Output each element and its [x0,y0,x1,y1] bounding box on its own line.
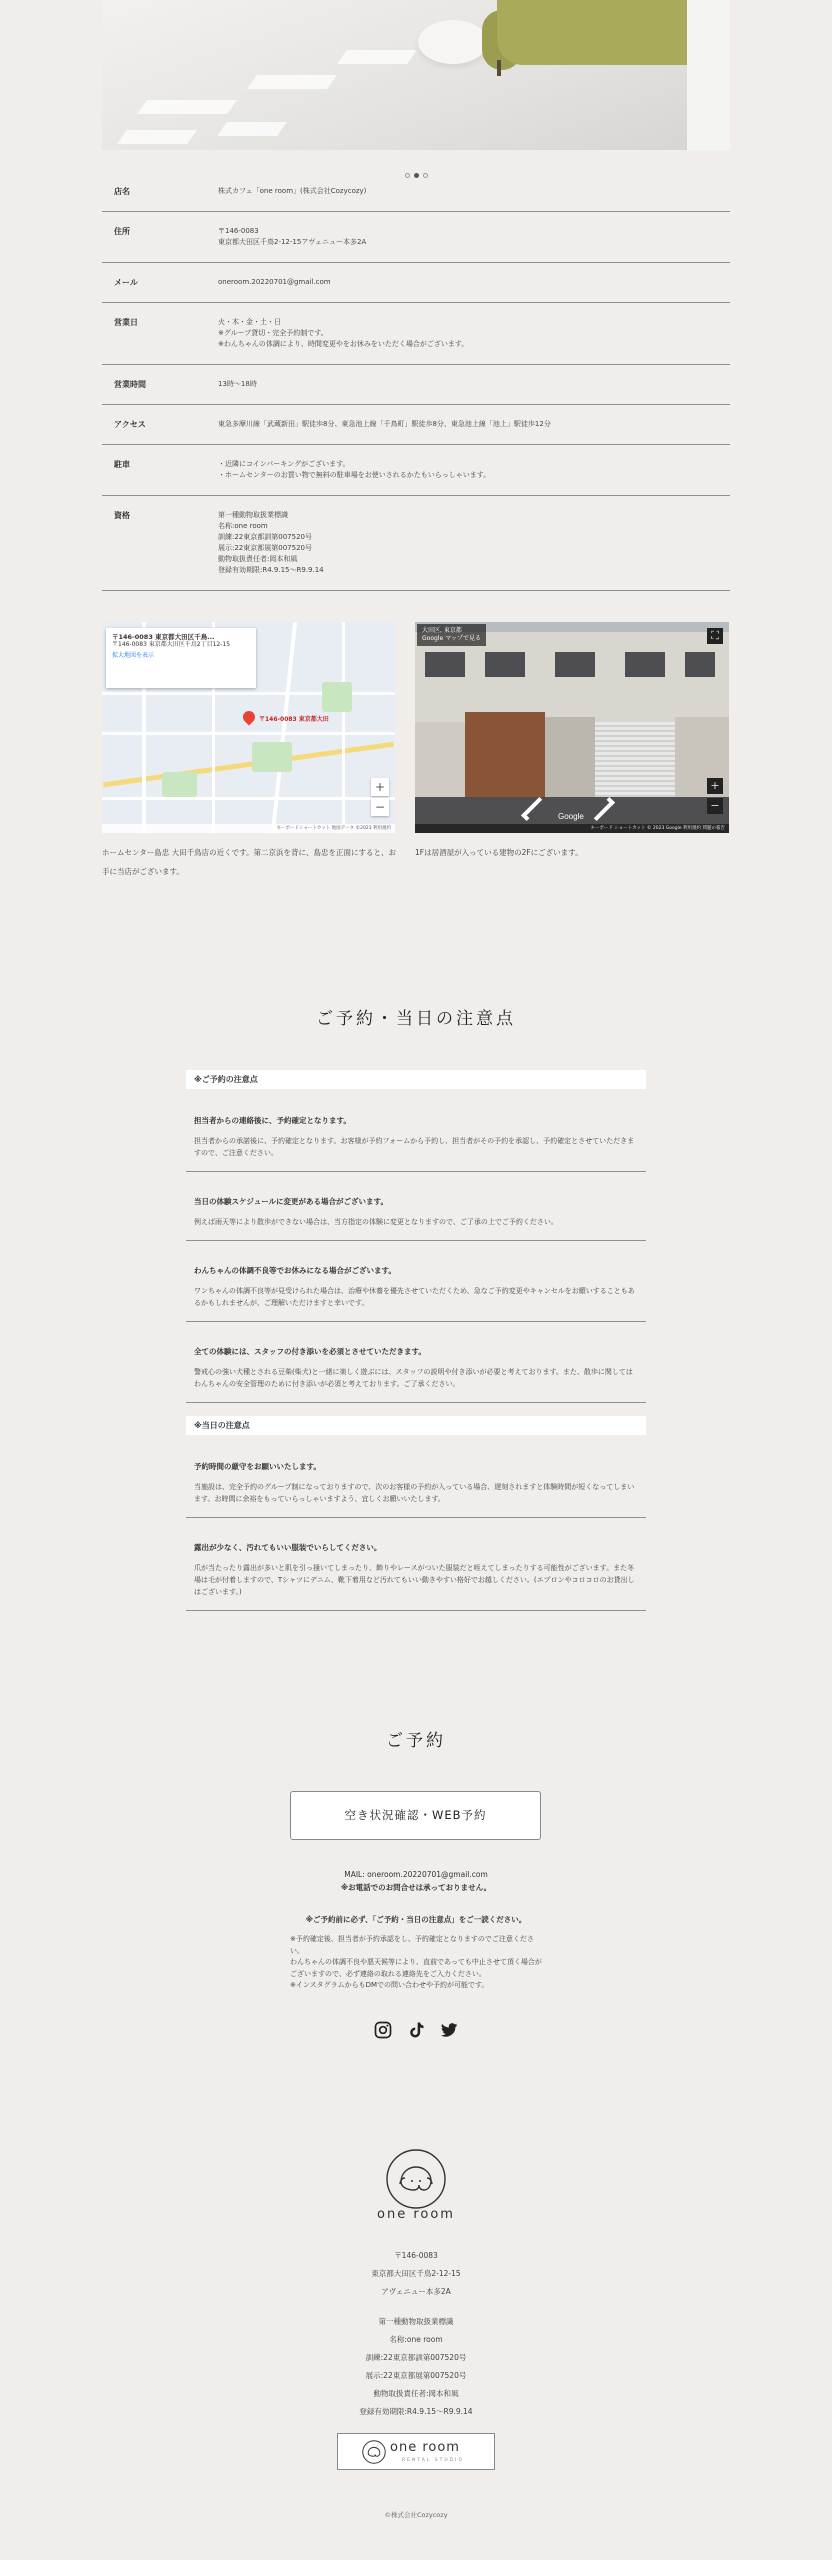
notes-section-title: ご予約・当日の注意点 [316,1009,516,1029]
reservation-notes [186,1070,646,1403]
street-view-header [417,624,486,646]
reservation-body [290,1934,544,1992]
note-body: ワンちゃんの体調不良等が見受けられた場合は、治療や休養を優先させていただくため、急なご予約変更やキャンセルをお願いすることもあるかもしれませんが、ご理解いただけますと幸いです。 [194,1287,635,1307]
note-title: 露出が少なく、汚れてもいい服装でいらしてください。 [194,1543,382,1552]
footer-license-line: 展示:22東京都展第007520号 [365,2371,467,2380]
note-title: 全ての体験には、スタッフの付き添いを必須とさせていただきます。 [194,1347,426,1356]
google-map-embed[interactable] [102,622,395,833]
footer-license-line: 第一種動物取扱業標識 [378,2317,454,2326]
banner-title: one room [390,2440,460,2455]
footer-address-line: 東京都大田区千鳥2-12-15 [371,2269,461,2278]
footer-address-line: アヴェニュー本多2A [381,2287,451,2296]
info-row [102,212,730,263]
notes-subheading: ※ご予約の注意点 [186,1070,646,1089]
info-value: 株式カフェ「one room」(株式会社Cozycozy) [218,187,367,195]
street-view-location: 大田区, 東京都 [422,627,462,634]
reservation-body-line: ※予約確定後、担当者が予約承認をし、予約確定となりますのでご注意ください。 [290,1935,534,1955]
note-item [186,1089,646,1172]
info-value: 登録有効期限:R4.9.15〜R9.9.14 [218,566,324,574]
zoom-out-button[interactable]: − [707,798,723,814]
note-item [186,1172,646,1241]
notes-subheading: ※当日の注意点 [186,1416,646,1435]
info-row [102,263,730,303]
info-label: 店名 [114,187,130,196]
note-item [186,1435,646,1518]
info-value: ※グループ貸切・完全予約制です。 [218,329,328,337]
note-item [186,1518,646,1611]
note-body: 警戒心の強い犬種とされる豆柴(柴犬)と一緒に楽しく遊ぶには、スタッフの説明や付き添いが必要と考えております。また、散歩に関してはわんちゃんの安全管理のために付き添いが必須と考えております。ご了承ください。 [194,1368,633,1388]
info-row [102,303,730,365]
one-room-logo-icon [362,2440,386,2464]
shop-info-table [102,176,730,591]
info-value: 動物取扱責任者:岡本和風 [218,555,298,563]
note-item [186,1241,646,1322]
info-row [102,365,730,405]
info-row [102,496,730,591]
fullscreen-icon[interactable]: ⛶ [707,628,723,644]
street-view-footer: キーボード ショートカット © 2023 Google 利用規約 問題の報告 [415,824,729,833]
instagram-icon[interactable] [373,2020,393,2040]
info-label: アクセス [114,420,146,429]
note-body: 爪が当たったり露出が多いと肌を引っ掻いてしまったり、飾りやレースがついた服装だと咥えてしまったりする可能性がございます。また冬場は毛が付着しますので、Tシャツにデニム、靴下着用など汚れてもいい動きやすい格好でお越しください。(エプロンやコロコロのお貸出しはございます。) [194,1564,635,1596]
info-value: 名称:one room [218,522,268,530]
zoom-in-button[interactable]: + [707,778,723,794]
map-caption: ホームセンター島忠 大田千鳥店の近くです。第二京浜を背に、島忠を正面にすると、お手に当店がございます。 [102,848,396,876]
map-pin-icon [241,709,258,726]
note-title: 予約時間の厳守をお願いいたします。 [194,1462,321,1471]
note-body: 担当者からの承諾後に、予約確定となります。お客様が予約フォームから予約し、担当者がその予約を承認し、予約確定とさせていただきますので、ご注意ください。 [194,1137,635,1157]
info-row [102,405,730,445]
info-value: 第一種動物取扱業標識 [218,511,288,519]
banner-subtitle: RENTAL STUDIO [402,2458,464,2463]
footer-license-line: 訓練:22東京都訓第007520号 [365,2353,467,2362]
info-label: 住所 [114,227,130,236]
google-logo: Google [558,812,584,821]
info-value: 訓練:22東京都訓第007520号 [218,533,312,541]
copyright: ©株式会社Cozycozy [384,2511,448,2519]
note-body: 当施設は、完全予約のグループ制になっておりますので、次のお客様の予約が入っている場合、遅刻されますと体験時間が短くなってしまいます。お時間に余裕をもっていらっしゃいますよう、宜しくお願いいたします。 [194,1483,635,1503]
info-value: ※わんちゃんの体調により、時間変更やをお休みをいただく場合がございます。 [218,340,469,348]
info-value: 〒146-0083 [218,227,259,235]
footer-brand: one room [377,2207,455,2222]
day-notes [186,1416,646,1611]
note-title: 担当者からの連絡後に、予約確定となります。 [194,1116,351,1125]
map-card-address: 〒146-0083 東京都大田区千鳥2丁目12-15 [112,641,231,648]
note-body: 例えば雨天等により散歩ができない場合は、当方指定の体験に変更となりますので、ご了承の上でご予約ください。 [194,1218,558,1226]
info-row [102,445,730,496]
info-label: 駐車 [114,460,130,469]
map-footer: キーボードショートカット 地図データ ©2023 利用規約 [102,824,395,833]
note-title: わんちゃんの体調不良等でお休みになる場合がございます。 [194,1266,396,1275]
note-title: 当日の体験スケジュールに変更がある場合がございます。 [194,1197,388,1206]
street-view-embed[interactable] [415,622,729,833]
twitter-icon[interactable] [439,2020,459,2040]
footer-license-line: 動物取扱責任者:岡本和風 [373,2389,459,2398]
map-enlarge-link[interactable]: 拡大地図を表示 [112,652,155,659]
web-reservation-button[interactable]: 空き状況確認・WEB予約 [290,1791,541,1840]
reservation-title: ご予約 [386,1731,446,1751]
info-value: ・ホームセンターのお買い物で無料の駐車場をお使いされるかたもいらっしゃいます。 [218,471,491,479]
hero-image [102,0,730,150]
footer-license-line: 名称:one room [389,2335,443,2344]
street-view-link[interactable]: Google マップで見る [422,635,482,642]
info-value: ・近隣にコインパーキングがございます。 [218,460,350,468]
reservation-body-line: わんちゃんの体調不良や悪天候等により、直前であっても中止させて頂く場合がございますので、必ず連絡の取れる連絡先をご入力ください。 [290,1958,542,1978]
zoom-out-button[interactable]: − [371,798,389,816]
info-label: メール [114,278,138,287]
info-label: 資格 [114,511,130,520]
map-pin-label: 〒146-0083 東京都大田 [259,716,329,723]
footer-license-line: 登録有効期限:R4.9.15〜R9.9.14 [359,2407,473,2416]
phone-note: ※お電話でのお問合せは承っておりません。 [340,1883,492,1892]
rental-studio-banner[interactable] [337,2433,495,2470]
note-item [186,1322,646,1403]
info-label: 営業時間 [114,380,146,389]
one-room-logo-icon [385,2148,447,2210]
info-value: 火・木・金・土・日 [218,318,281,326]
info-row [102,176,730,212]
zoom-in-button[interactable]: + [371,778,389,796]
info-value: 展示:22東京都展第007520号 [218,544,312,552]
street-view-caption: 1Fは居酒屋が入っている建物の2Fにございます。 [415,848,583,857]
tiktok-icon[interactable] [406,2020,426,2040]
reservation-mail[interactable]: MAIL: oneroom.20220701@gmail.com [344,1870,488,1879]
reservation-notice: ※ご予約前に必ず、「ご予約・当日の注意点」をご一読ください。 [305,1915,527,1924]
info-value: 東京都大田区千鳥2-12-15アヴェニュー本多2A [218,238,367,246]
map-place-card [106,628,256,688]
info-label: 営業日 [114,318,138,327]
map-card-title: 〒146-0083 東京都大田区千鳥... [112,633,215,641]
footer-address-line: 〒146-0083 [394,2251,438,2260]
email-link[interactable]: oneroom.20220701@gmail.com [218,278,331,286]
info-value: 東急多摩川線「武蔵新田」駅徒歩8分、東急池上線「千鳥町」駅徒歩8分、東急池上線「池上」駅徒歩12分 [218,420,551,428]
info-value: 13時〜18時 [218,380,257,388]
reservation-body-line: ※インスタグラムからもDMでの問い合わせや予約が可能です。 [290,1981,489,1989]
